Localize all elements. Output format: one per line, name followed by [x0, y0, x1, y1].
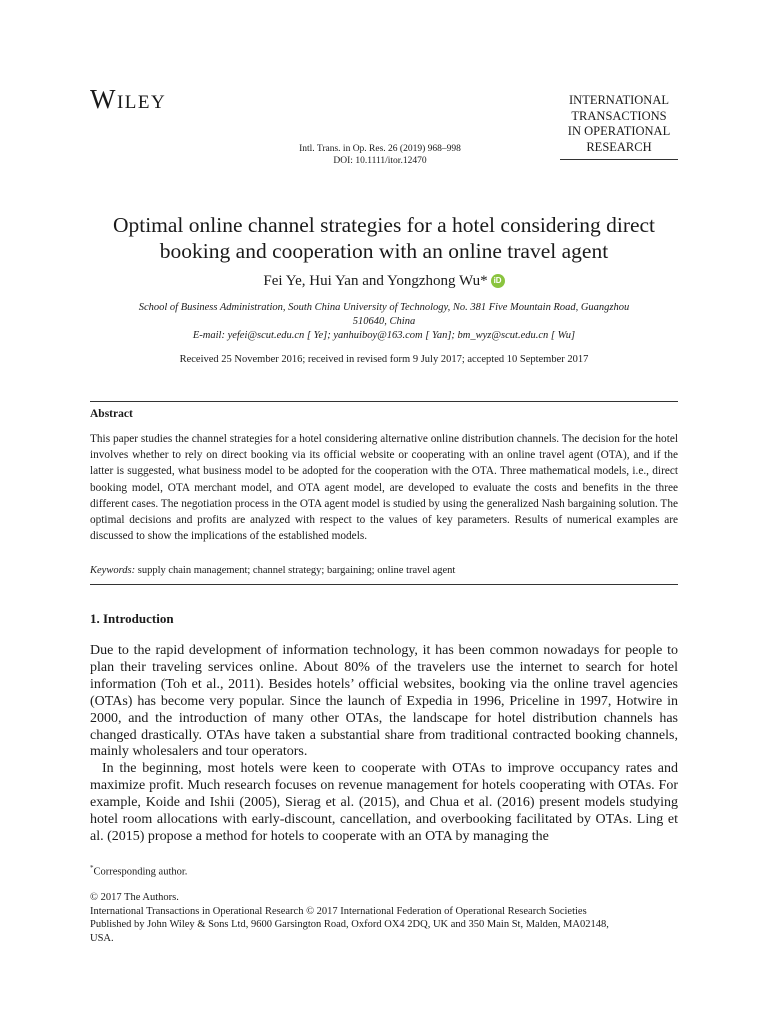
- author-list: [184, 272, 584, 290]
- footnote-text: Corresponding author.: [93, 866, 188, 878]
- journal-name-line: TRANSACTIONS: [571, 108, 667, 123]
- author-emails: E-mail: yefei@scut.edu.cn [ Ye]; yanhuiboy@163.com [ Yan]; bm_wyz@scut.edu.cn [ Wu]: [192, 330, 576, 341]
- publisher-address: USA.: [90, 932, 114, 944]
- title-line: Optimal online channel strategies for a hotel considering direct: [112, 213, 656, 237]
- footnote: [90, 862, 678, 879]
- author-names: Fei Ye, Hui Yan and Yongzhong Wu*: [263, 273, 488, 289]
- section-heading-introduction: 1. Introduction: [90, 611, 174, 626]
- wiley-logo: Wiley: [90, 84, 167, 114]
- paragraph: Due to the rapid development of information technology, it has been common nowadays for people to plan their traveling services online. About 80% of the travelers use the internet to search for hotel information (Toh et al., 2011). Besides hotels’ official websites, booking via the online travel agencies (OTAs) has become very popular. Since the launch of Expedia in 1996, Priceline in 1997, Hotwire in 2000, and the introduction of many other OTAs, the landscape for hotel distribution channels has changed drastically. OTAs have taken a substantial share from traditional contracted booking channels, mainly wholesalers and tour operators.: [90, 643, 678, 760]
- affiliation: [90, 301, 678, 343]
- abstract-heading: Abstract: [90, 408, 133, 420]
- journal-name-block: [560, 93, 678, 160]
- received-dates: Received 25 November 2016; received in revised form 9 July 2017; accepted 10 September 2017: [179, 354, 589, 365]
- copyright-line: International Transactions in Operational Research © 2017 International Federation of Operational Research Societies: [90, 905, 587, 917]
- abstract-bottom-rule: [90, 584, 678, 585]
- copyright-line: © 2017 The Authors.: [90, 892, 179, 903]
- copyright-block: [90, 891, 678, 945]
- paragraph: In the beginning, most hotels were keen to cooperate with OTAs to improve occupancy rates and maximize profit. Much research focuses on revenue management for hotels cooperating with OTAs. For example, Koide and Ishii (2005), Sierag et al. (2015), and Chua et al. (2016) present models studying hotel room allocations with early-discount, cancellation, and overbooking facilitated by OTAs. Ling et al. (2015) propose a method for hotels to cooperate with an OTA by managing the: [90, 761, 678, 844]
- journal-name-line: IN OPERATIONAL: [567, 124, 671, 138]
- publisher-address: Published by John Wiley & Sons Ltd, 9600 Garsington Road, Oxford OX4 2DQ, UK and 350 Main St, Malden, MA02148,: [90, 919, 609, 930]
- keywords-list: supply chain management; channel strategy; bargaining; online travel agent: [137, 565, 456, 576]
- keywords: [90, 564, 678, 578]
- affiliation-postcode: 510640, China: [352, 316, 416, 327]
- abstract-top-rule: [90, 401, 678, 402]
- journal-name-line: RESEARCH: [586, 139, 652, 154]
- citation-block: [270, 143, 490, 167]
- journal-name-line: INTERNATIONAL: [569, 93, 669, 107]
- orcid-icon[interactable]: iD: [491, 274, 505, 288]
- introduction-body: [90, 643, 678, 846]
- keywords-label: Keywords:: [90, 565, 136, 576]
- doi: DOI: 10.1111/itor.12470: [333, 156, 427, 166]
- article-title: [70, 212, 698, 264]
- affiliation-address: School of Business Administration, South China University of Technology, No. 381 Five Mountain Road, Guangzhou: [138, 302, 630, 313]
- journal-citation: Intl. Trans. in Op. Res. 26 (2019) 968–998: [299, 144, 461, 154]
- title-line: booking and cooperation with an online travel agent: [159, 239, 609, 263]
- footnote-marker: *: [90, 864, 94, 872]
- abstract-text: This paper studies the channel strategies for a hotel considering alternative online distribution channels. The decision for the hotel involves whether to rely on direct booking via its official website or cooperating with an online travel agent (OTA), and if the latter is suggested, what business model to be adopted for the cooperation with the OTA. Three mathematical models, i.e., direct booking model, OTA merchant model, and OTA agent model, are developed to evaluate the costs and benefits in the three different cases. The negotiation process in the OTA agent model is studied by using the generalized Nash bargaining solution. The optimal decisions and profits are analyzed with respect to the values of key parameters. Results of numerical examples are discussed to show the implications of the established models.: [90, 433, 678, 543]
